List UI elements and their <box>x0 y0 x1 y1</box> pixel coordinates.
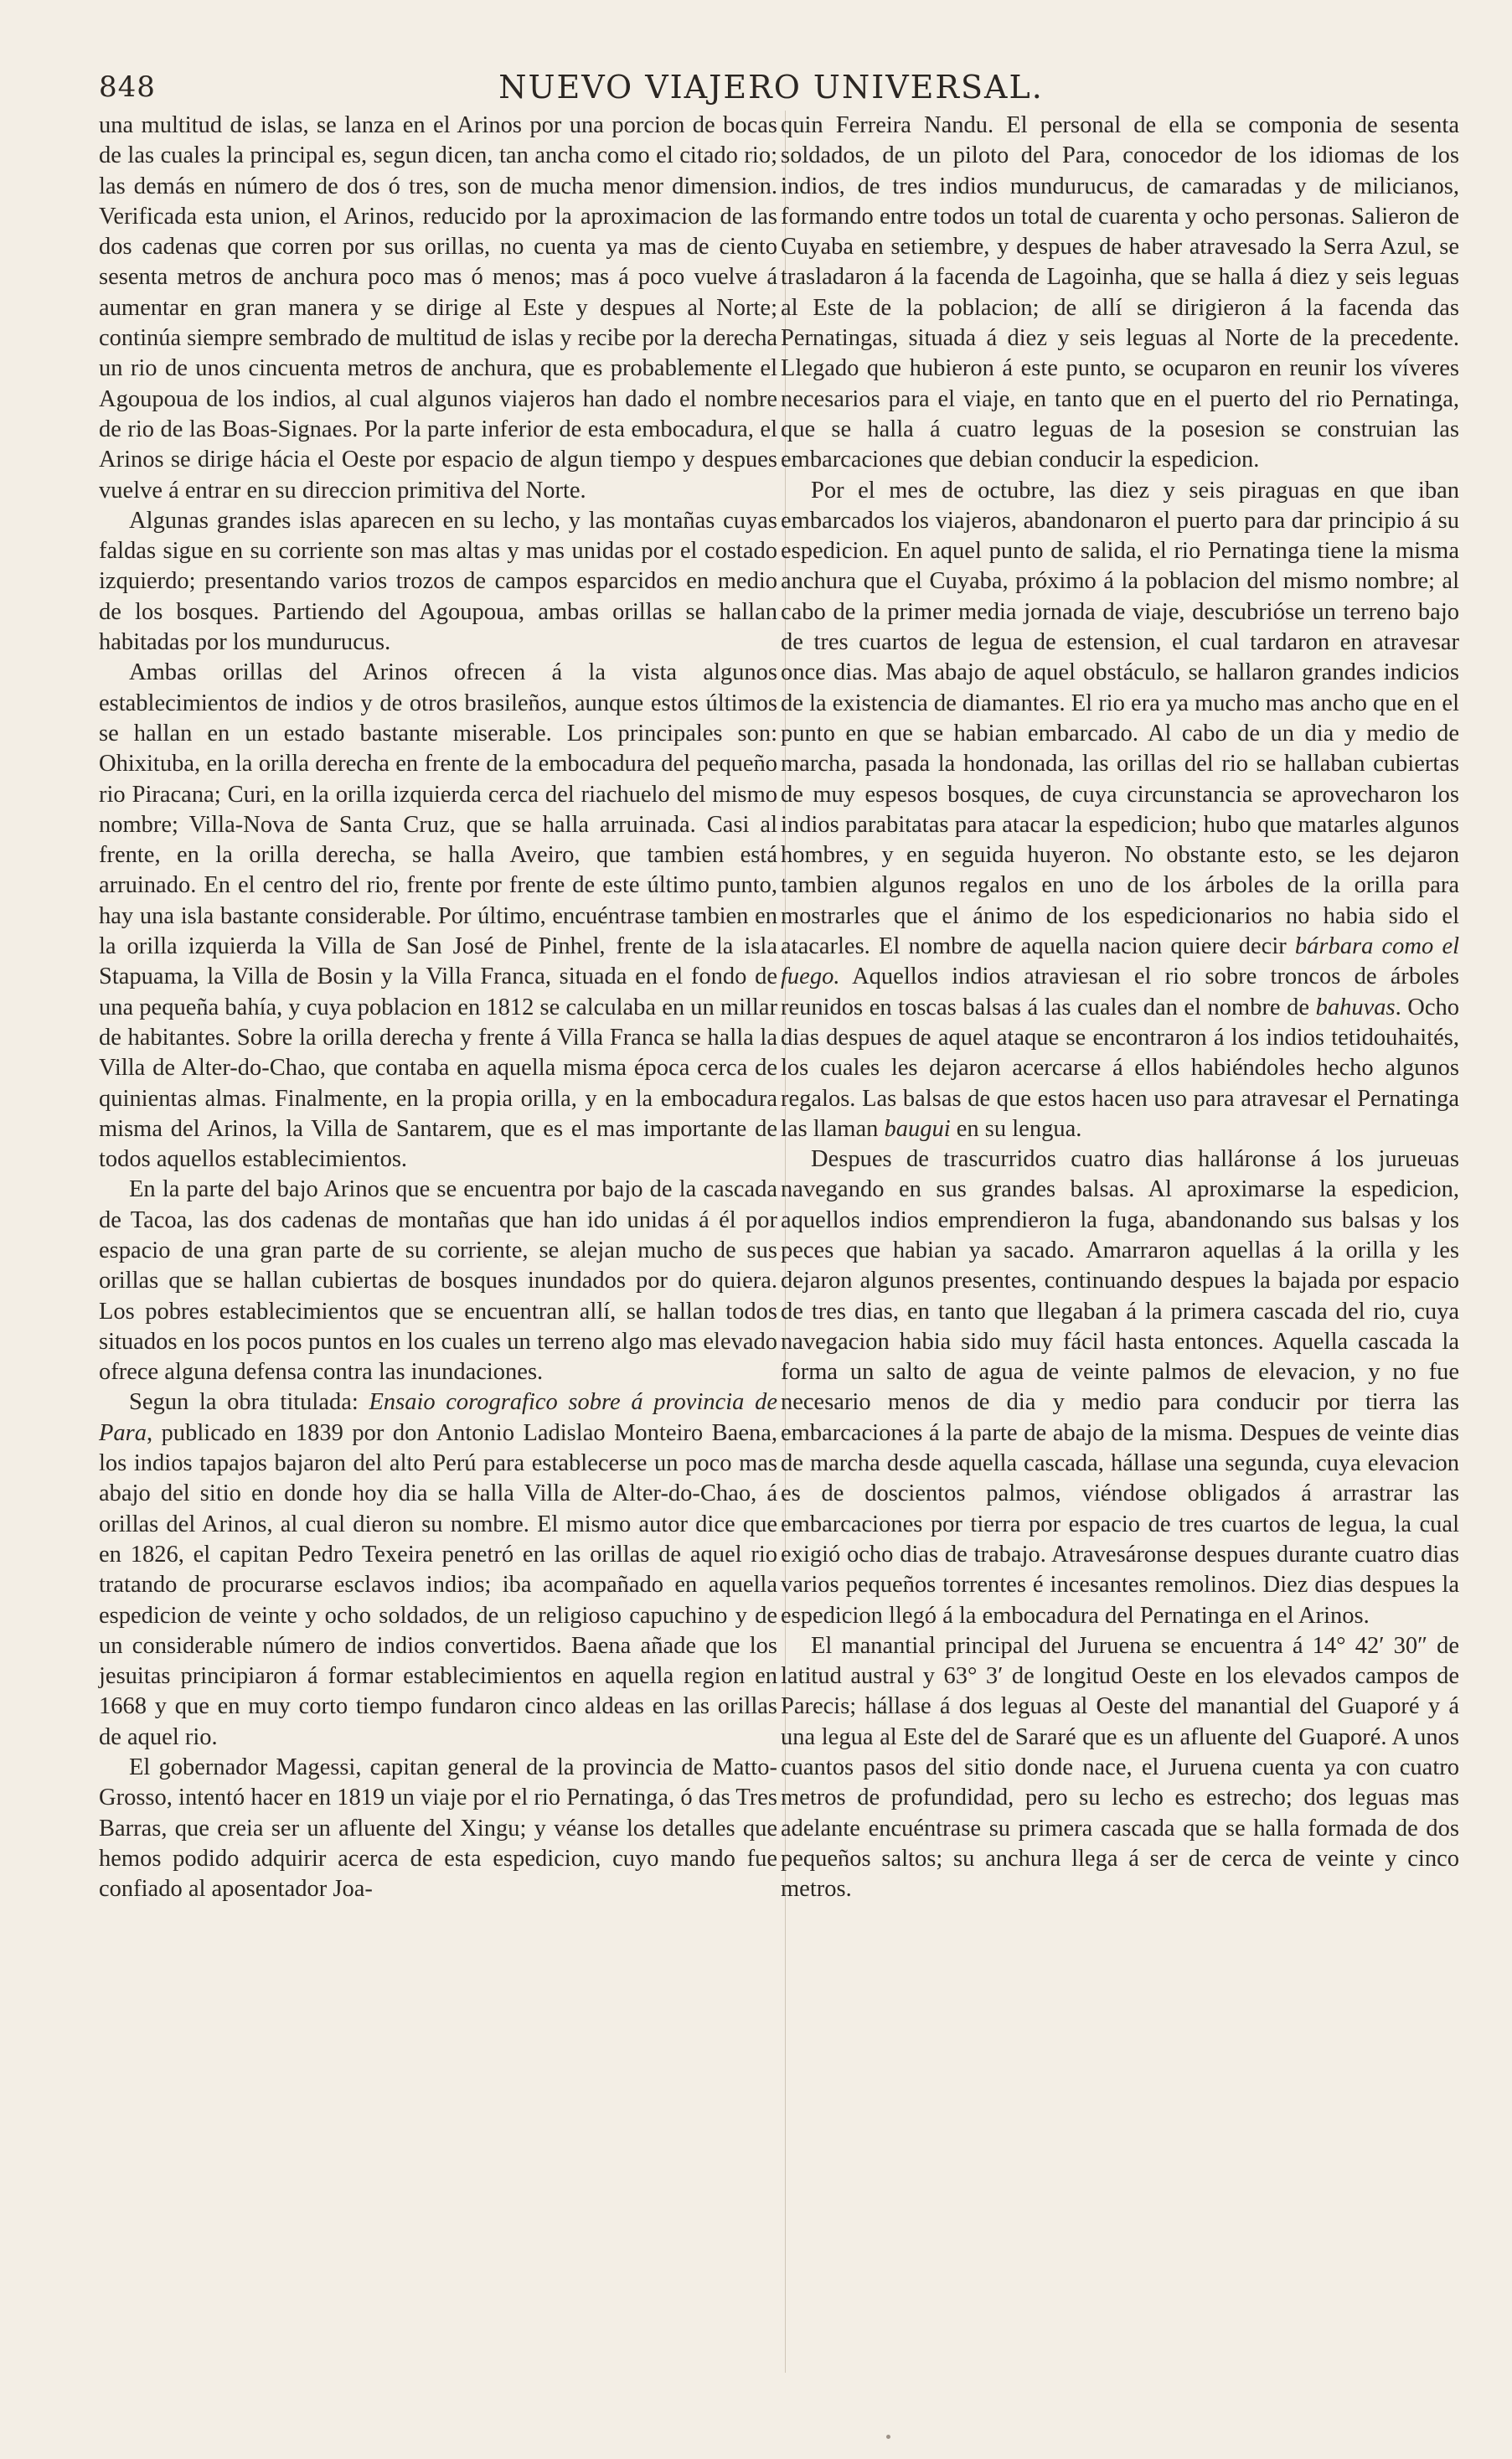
left-paragraph-3: Ambas orillas del Arinos ofrecen á la vista algunos establecimientos de indios y de otros brasileños, aunque estos últimos se hallan en un estado bastante miserable. Los principales son: Ohixituba, en la orilla derecha en frente de la embocadura del pequeño rio Piracana; Curi, en la orilla izquierda cerca del riachuelo del mismo nombre; Villa-Nova de Santa Cruz, que se halla arruinada. Casi al frente, en la orilla derecha, se halla Aveiro, que tambien está arruinado. En el centro del rio, frente por frente de este último punto, hay una isla bastante considerable. Por último, encuéntrase tambien en la orilla izquierda la Villa de San José de Pinhel, frente de la isla Stapuama, la Villa de Bosin y la Villa Franca, situada en el fondo de una pequeña bahía, y cuya poblacion en 1812 se calculaba en un millar de habitantes. Sobre la orilla derecha y frente á Villa Franca se halla la Villa de Alter-do-Chao, que contaba en aquella misma época cerca de quinientas almas. Finalmente, en la propia orilla, y en la embocadura misma del Arinos, la Villa de Santarem, que es el mas importante de todos aquellos establecimientos. <box>99 659 777 1173</box>
right-paragraph-2 <box>781 476 1459 1145</box>
after-baugui: en su lengua. <box>950 1115 1082 1142</box>
running-title: NUEVO VIAJERO UNIVERSAL. <box>498 69 1044 106</box>
paragraph-2-text: Por el mes de octubre, las diez y seis piraguas en que iban embarcados los viajeros, abandonaron el puerto para dar principio á su espedicion. En aquel punto de salida, el rio Pernatinga tiene la misma anchura que el Cuyaba, próximo á la poblacion del mismo nombre; al cabo de la primer media jornada de viaje, descubrióse un terreno bajo de tres cuartos de legua de estension, el cual tardaron en atravesar once dias. Mas abajo de aquel obstáculo, se hallaron grandes indicios de la existencia de diamantes. El rio era ya mucho mas ancho que en el punto en que se habian embarcado. Al cabo de un dia y medio de marcha, pasada la hondonada, las orillas del rio se hallaban cubiertas de muy espesos bosques, de cuya circunstancia se aprovecharon los indios parabitatas para atacar la espedicion; hubo que matarles algunos hombres, y en seguida huyeron. No obstante esto, se les dejaron tambien algunos regalos en uno de los árboles de la orilla para mostrarles que el ánimo de los espedicionarios no habia sido el atacarles. El nombre de aquella nacion quiere decir <box>781 477 1459 960</box>
left-paragraph-6: El gobernador Magessi, capitan general de la provincia de Matto-Grosso, intentó hacer en 1819 un viaje por el rio Pernatinga, ó das Tres Barras, que creia ser un afluente del Xingu; y véanse los detalles que hemos podido adquirir acerca de esta espedicion, cuyo mando fue confiado al aposentador Joa- <box>99 1754 777 1903</box>
text-columns <box>99 111 1459 2406</box>
right-paragraph-1: quin Ferreira Nandu. El personal de ella se componia de sesenta soldados, de un piloto del Para, conocedor de los idiomas de los indios, de tres indios mundurucus, de camaradas y de milicianos, formando entre todos un total de cuarenta y ocho personas. Salieron de Cuyaba en setiembre, y despues de haber atravesado la Serra Azul, se trasladaron á la facenda de Lagoinha, que se halla á diez y seis leguas al Este de la poblacion; de allí se dirigieron á la facenda das Pernatingas, situada á diez y seis leguas al Norte de la precedente. Llegado que hubieron á este punto, se ocuparon en reunir los víveres necesarios para el viaje, en tanto que en el puerto del rio Pernatinga, que se halla á cuatro leguas de la posesion se construian las embarcaciones que debian conducir la espedicion. <box>781 112 1459 473</box>
paragraph-5-lead: Segun la obra titulada: <box>129 1389 369 1416</box>
right-column <box>781 111 1459 2406</box>
right-paragraph-4: El manantial principal del Juruena se encuentra á 14° 42′ 30″ de latitud austral y 63° 3′ de longitud Oeste en los elevados campos de Parecis; hállase á dos leguas al Oeste del manantial del Guaporé y á una legua al Este del de Sararé que es un afluente del Guaporé. A unos cuantos pasos del sitio donde nace, el Juruena cuenta ya con cuatro metros de profundidad, pero su lecho es estrecho; dos leguas mas adelante encuéntrase su primera cascada que se halla formada de dos pequeños saltos; su anchura llega á ser de cerca de veinte y cinco metros. <box>781 1632 1459 1903</box>
left-column <box>99 111 777 2406</box>
print-speck <box>886 2435 890 2439</box>
page-header <box>99 65 1443 109</box>
after-bahuvas: . Ocho dias despues de aquel ataque se encontraron á los indios tetidouhaités, los cuales les dejaron acercarse á ellos habiéndoles hecho algunos regalos. Las balsas de que estos hacen uso para atravesar el Pernatinga las llaman <box>781 994 1459 1142</box>
right-paragraph-3: Despues de trascurridos cuatro dias halláronse á los jurueuas navegando en sus grandes balsas. Al aproximarse la espedicion, aquellos indios emprendieron la fuga, abandonando sus balsas y los peces que habian ya sacado. Amarraron aquellas á la orilla y les dejaron algunos presentes, continuando despues la bajada por espacio de tres dias, en tanto que llegaban á la primera cascada del rio, cuya navegacion habia sido muy fácil hasta entonces. Aquella cascada la forma un salto de agua de veinte palmos de elevacion, y no fue necesario menos de dia y medio para conducir por tierra las embarcaciones á la parte de abajo de la misma. Despues de veinte dias de marcha desde aquella cascada, hállase una segunda, cuya elevacion es de doscientos palmos, viéndose obligados á arrastrar las embarcaciones por tierra por espacio de tres cuartos de legua, la cual exigió ocho dias de trabajo. Atravesáronse despues durante cuatro dias varios pequeños torrentes é incesantes remolinos. Diez dias despues la espedicion llegó á la embocadura del Pernatinga en el Arinos. <box>781 1146 1459 1629</box>
left-paragraph-5 <box>99 1387 777 1753</box>
barbara-phrase: bárbara como el fuego. <box>781 933 1460 990</box>
left-paragraph-2: Algunas grandes islas aparecen en su lecho, y las montañas cuyas faldas sigue en su corriente son mas altas y mas unidas por el costado izquierdo; presentando varios trozos de campos esparcidos en medio de los bosques. Partiendo del Agoupoua, ambas orillas se hallan habitadas por los mundurucus. <box>99 507 777 656</box>
baugui-term: baugui <box>884 1115 951 1142</box>
after-barbara: Aquellos indios atraviesan el rio sobre troncos de árboles reunidos en toscas balsas á las cuales dan el nombre de <box>781 963 1459 1020</box>
paragraph-5-rest: , publicado en 1839 por don Antonio Ladislao Monteiro Baena, los indios tapajos bajaron del alto Perú para establecerse un poco mas abajo del sitio en donde hoy dia se halla Villa de Alter-do-Chao, á orillas del Arinos, al cual dieron su nombre. El mismo autor dice que en 1826, el capitan Pedro Texeira penetró en las orillas de aquel rio tratando de procurarse esclavos indios; iba acompañado en aquella espedicion de veinte y ocho soldados, de un religioso capuchino y de un considerable número de indios convertidos. Baena añade que los jesuitas principiaron á formar establecimientos en aquella region en 1668 y que en muy corto tiempo fundaron cinco aldeas en las orillas de aquel rio. <box>99 1419 777 1750</box>
book-title: Ensaio corografico sobre á provincia de Para <box>99 1389 777 1446</box>
bahuvas-term: bahuvas <box>1315 994 1396 1020</box>
left-paragraph-4: En la parte del bajo Arinos que se encuentra por bajo de la cascada de Tacoa, las dos cadenas de montañas que han ido unidas á él por espacio de una gran parte de su corriente, se alejan mucho de sus orillas que se hallan cubiertas de bosques inundados por do quiera. Los pobres establecimientos que se encuentran allí, se hallan todos situados en los pocos puntos en los cuales un terreno algo mas elevado ofrece alguna defensa contra las inundaciones. <box>99 1176 777 1386</box>
left-paragraph-1: una multitud de islas, se lanza en el Arinos por una porcion de bocas de las cuales la principal es, segun dicen, tan ancha como el citado rio; las demás en número de dos ó tres, son de mucha menor dimension. Verificada esta union, el Arinos, reducido por la aproximacion de las dos cadenas que corren por sus orillas, no cuenta ya mas de ciento sesenta metros de anchura poco mas ó menos; mas á poco vuelve á aumentar en gran manera y se dirige al Este y despues al Norte; continúa siempre sembrado de multitud de islas y recibe por la derecha un rio de unos cincuenta metros de anchura, que es probablemente el Agoupoua de los indios, al cual algunos viajeros han dado el nombre de rio de las Boas-Signaes. Por la parte inferior de esta embocadura, el Arinos se dirige hácia el Oeste por espacio de algun tiempo y despues vuelve á entrar en su direccion primitiva del Norte. <box>99 112 777 504</box>
page-number: 848 <box>99 70 156 104</box>
